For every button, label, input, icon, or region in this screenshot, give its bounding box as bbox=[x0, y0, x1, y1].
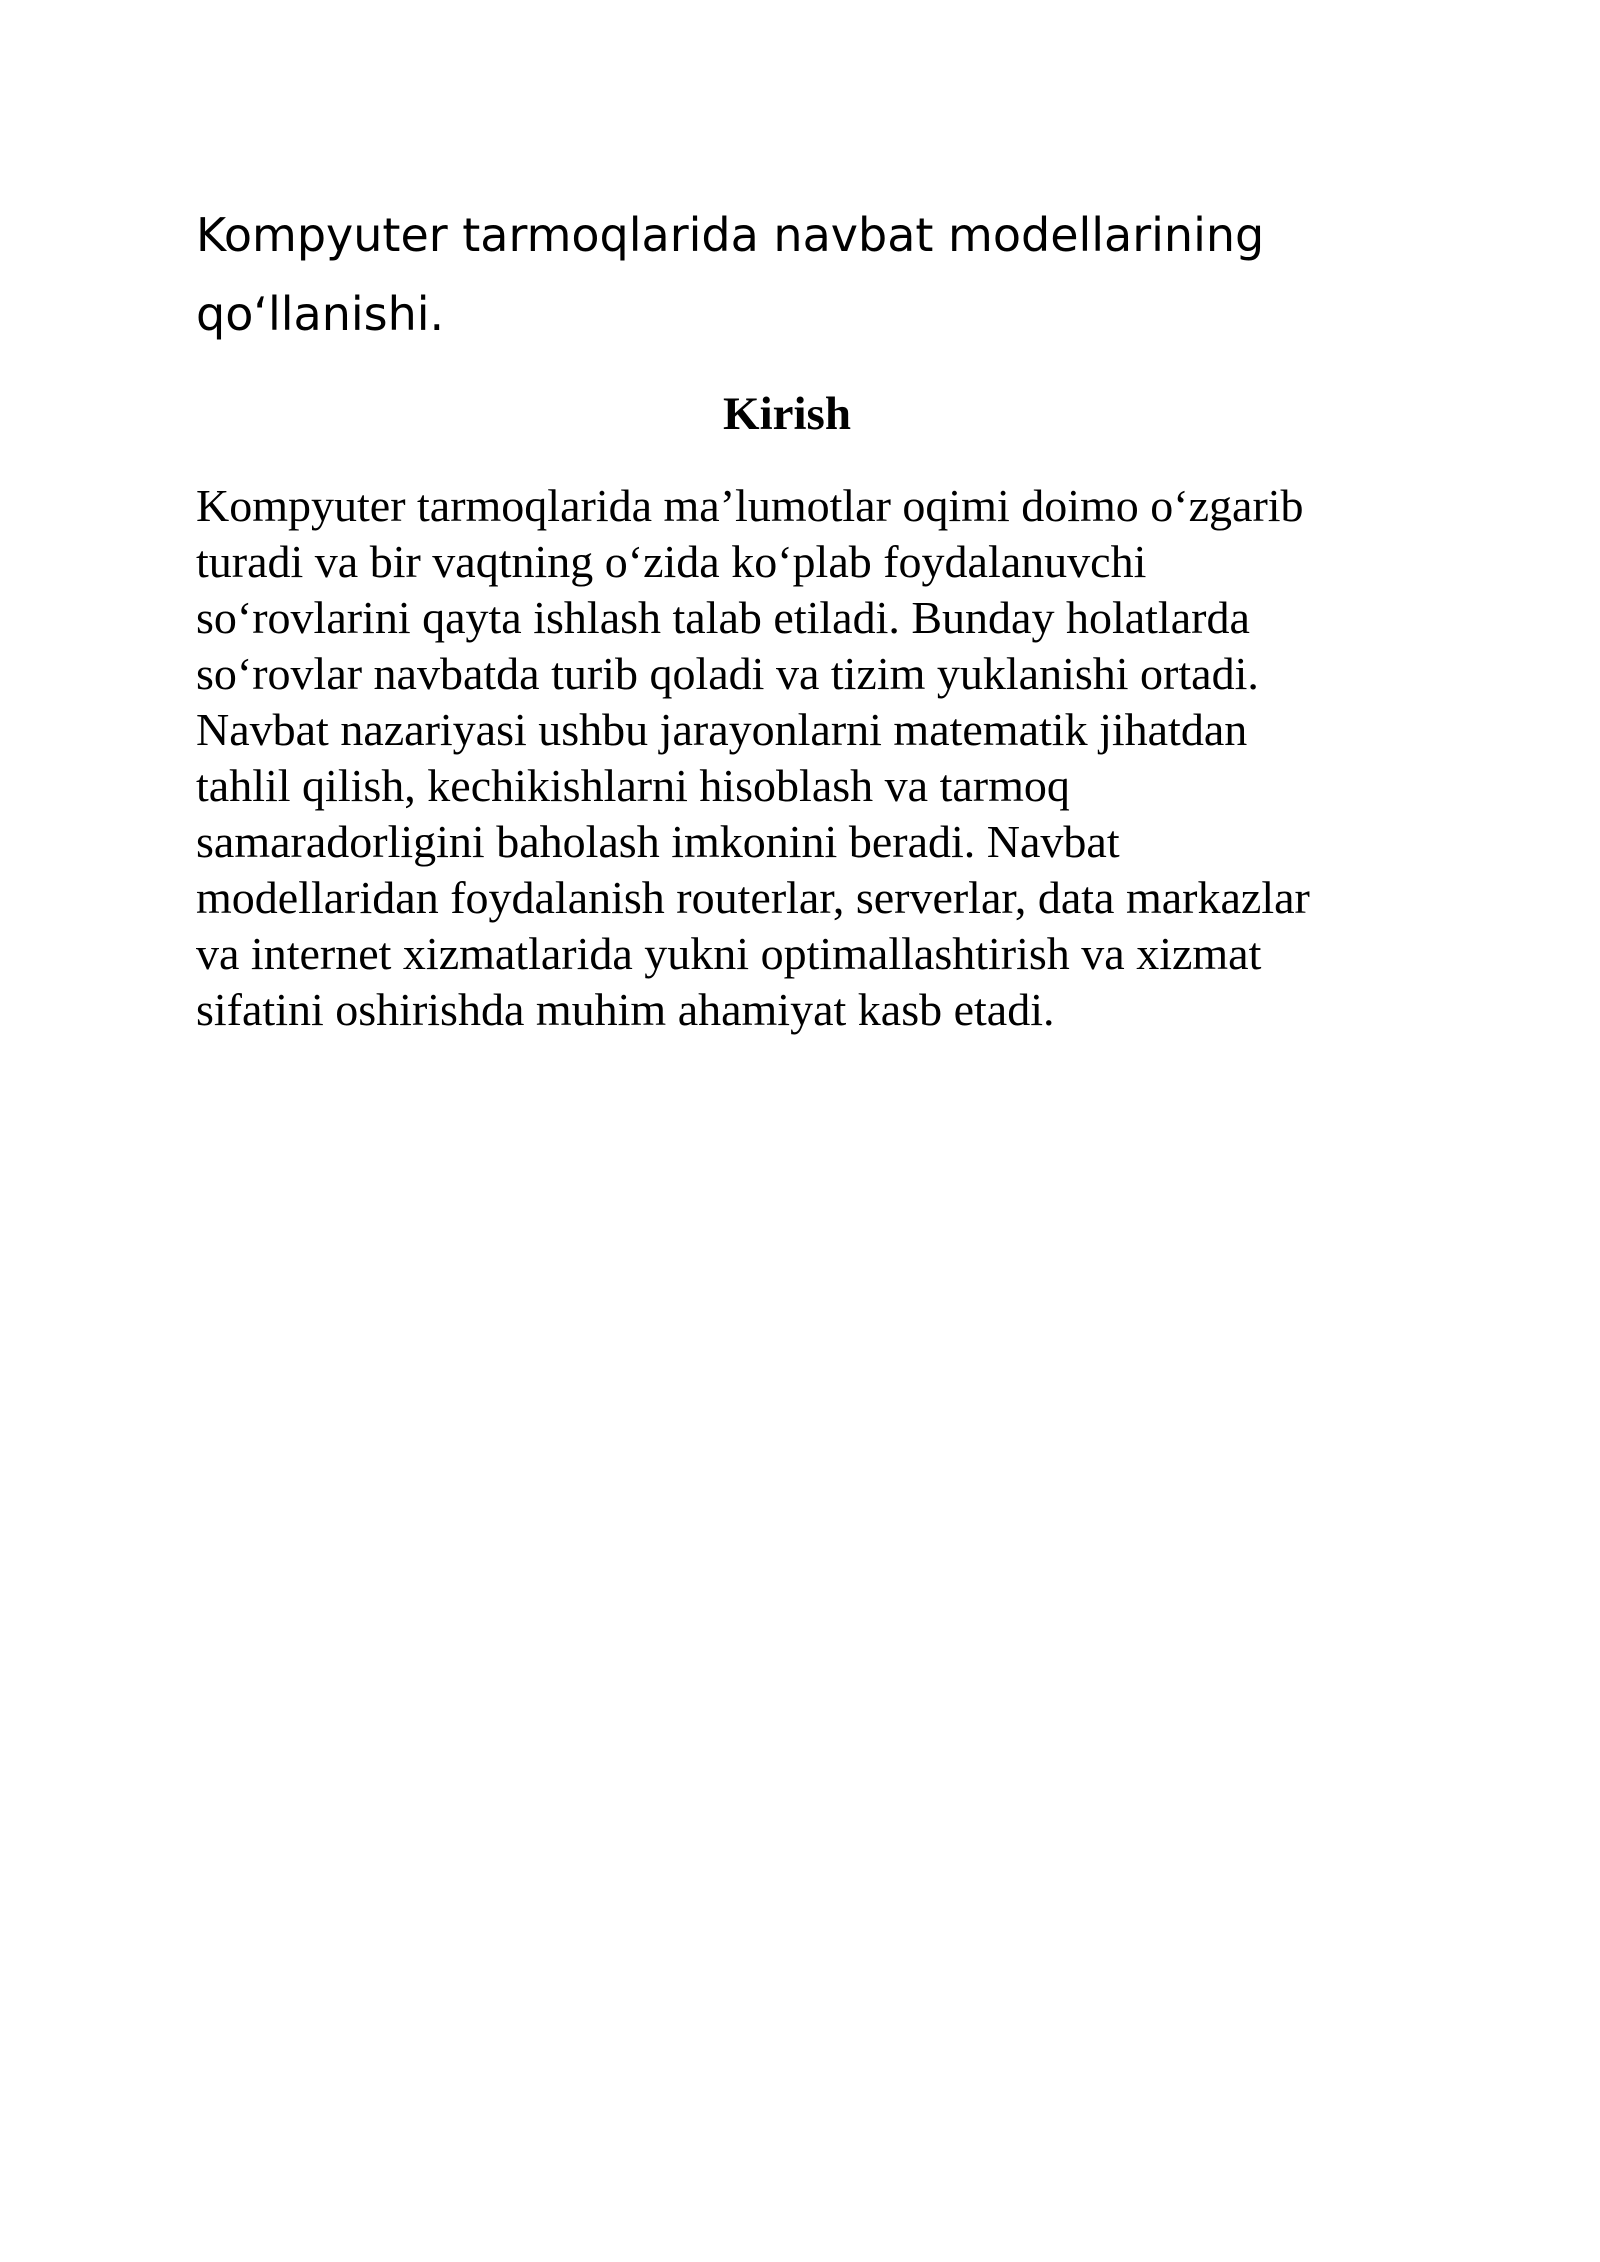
paragraph-line: so‘rovlarini qayta ishlash talab etiladi. Bunday holatlarda bbox=[196, 592, 1250, 643]
paragraph-line: Kompyuter tarmoqlarida ma’lumotlar oqimi doimo o‘zgarib bbox=[196, 480, 1304, 531]
paragraph-line: Navbat nazariyasi ushbu jarayonlarni matematik jihatdan bbox=[196, 704, 1248, 755]
paragraph-line: sifatini oshirishda muhim ahamiyat kasb etadi. bbox=[196, 984, 1055, 1035]
section-heading: Kirish bbox=[723, 388, 851, 440]
paragraph-line: so‘rovlar navbatda turib qoladi va tizim yuklanishi ortadi. bbox=[196, 648, 1259, 699]
document-title-line: Kompyuter tarmoqlarida navbat modellarining bbox=[196, 208, 1265, 262]
document-title-line: qo‘llanishi. bbox=[196, 287, 445, 341]
paragraph-line: samaradorligini baholash imkonini beradi. Navbat bbox=[196, 816, 1120, 867]
paragraph-line: tahlil qilish, kechikishlarni hisoblash va tarmoq bbox=[196, 760, 1070, 811]
paragraph-line: modellaridan foydalanish routerlar, serverlar, data markazlar bbox=[196, 872, 1310, 923]
paragraph-line: va internet xizmatlarida yukni optimallashtirish va xizmat bbox=[196, 928, 1262, 979]
paragraph-line: turadi va bir vaqtning o‘zida ko‘plab foydalanuvchi bbox=[196, 536, 1147, 587]
intro-paragraph bbox=[196, 478, 1436, 1038]
document-title bbox=[196, 196, 1396, 354]
